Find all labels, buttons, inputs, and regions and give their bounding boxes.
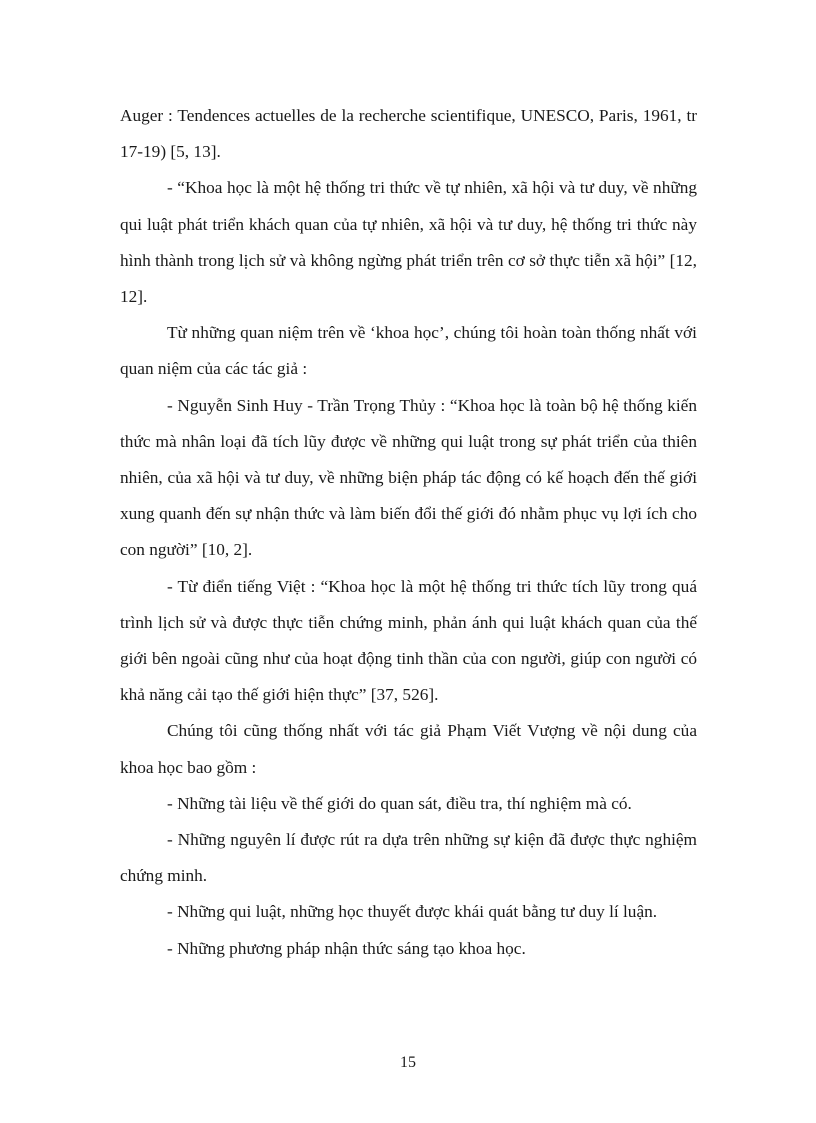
- paragraph-auger-citation: Auger : Tendences actuelles de la recherche scientifique, UNESCO, Paris, 1961, tr 17-19) [5, 13].: [120, 106, 697, 162]
- page-number: 15: [400, 1054, 416, 1071]
- paragraph-definition-dictionary: - Từ điển tiếng Việt : “Khoa học là một hệ thống tri thức tích lũy trong quá trình lịch sử và được thực tiễn chứng minh, phản ánh qui luật khách quan của thế giới bên ngoài cũng như của hoạt động tinh thần của con người, giúp con người có khả năng cải tạo thế giới hiện thực” [37, 526].: [120, 576, 697, 705]
- list-item-principles: - Những nguyên lí được rút ra dựa trên những sự kiện đã được thực nghiệm chứng minh.: [120, 830, 697, 886]
- list-item-laws: - Những qui luật, những học thuyết được khái quát bằng tư duy lí luận.: [167, 902, 658, 922]
- paragraph-content-intro: Chúng tôi cũng thống nhất với tác giả Phạm Viết Vượng về nội dung của khoa học bao gồm :: [120, 721, 697, 777]
- body-text: [120, 98, 697, 967]
- list-item-methods: - Những phương pháp nhận thức sáng tạo khoa học.: [167, 938, 526, 958]
- paragraph-definition-1: - “Khoa học là một hệ thống tri thức về tự nhiên, xã hội và tư duy, về những qui luật phát triển khách quan của tự nhiên, xã hội và tư duy, hệ thống tri thức này hình thành trong lịch sử và không ngừng phát triển trên cơ sở thực tiễn xã hội” [12, 12].: [120, 178, 697, 307]
- paragraph-agreement: Từ những quan niệm trên về ‘khoa học’, chúng tôi hoàn toàn thống nhất với quan niệm của các tác giả :: [120, 323, 697, 379]
- paragraph-definition-huy-thuy: - Nguyễn Sinh Huy - Trần Trọng Thủy : “Khoa học là toàn bộ hệ thống kiến thức mà nhân loại đã tích lũy được về những qui luật trong sự phát triển của thiên nhiên, của xã hội và tư duy, về những biện pháp tác động có kế hoạch đến thế giới xung quanh đến sự nhận thức và làm biến đổi thế giới đó nhằm phục vụ lợi ích cho con người” [10, 2].: [120, 395, 697, 560]
- list-item-documents: - Những tài liệu về thế giới do quan sát, điều tra, thí nghiệm mà có.: [167, 793, 632, 813]
